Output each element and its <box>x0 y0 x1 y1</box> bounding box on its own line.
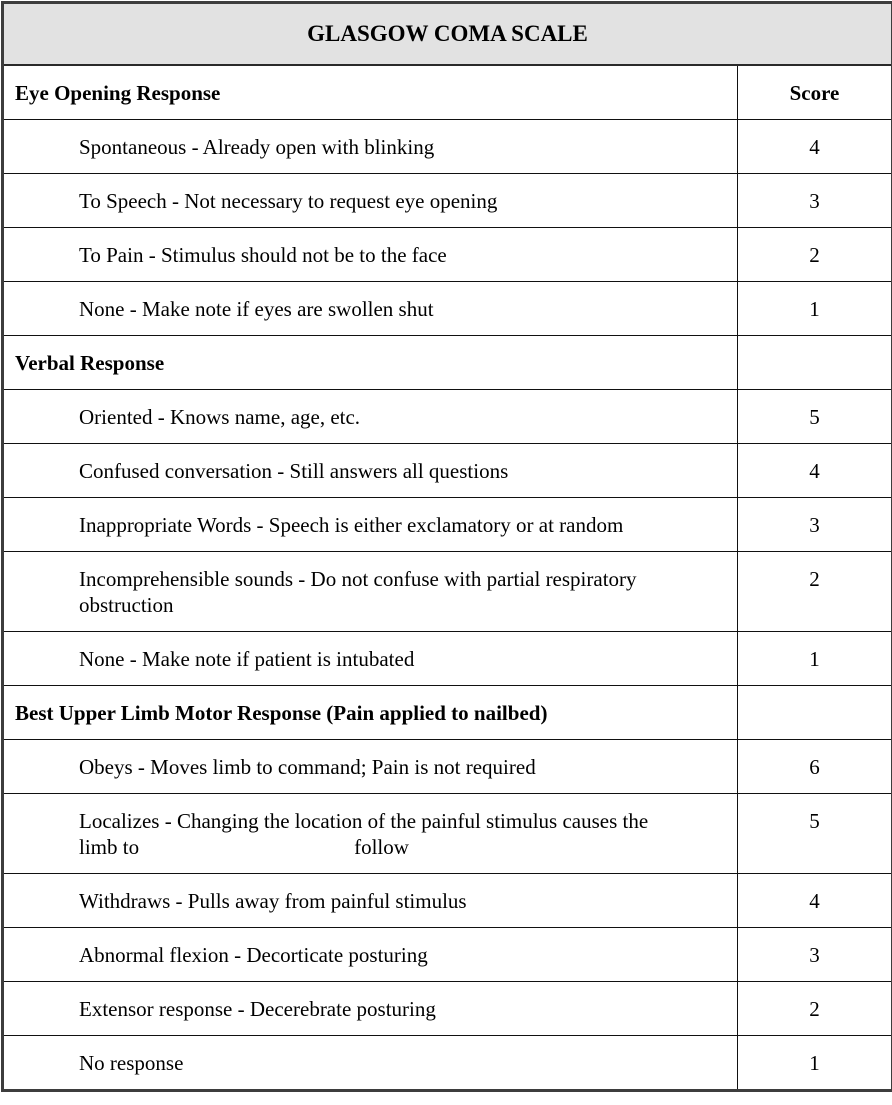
score-value-cell: 4 <box>738 120 892 174</box>
item-row <box>3 390 892 444</box>
section-row <box>3 686 892 740</box>
description-line: obstruction <box>79 592 174 617</box>
table-body <box>3 65 892 1091</box>
description-line: Extensor response - Decerebrate posturing <box>79 996 436 1021</box>
response-description-cell <box>3 498 738 552</box>
item-row <box>3 120 892 174</box>
description-line: Localizes - Changing the location of the painful stimulus causes the <box>79 808 649 833</box>
response-description-cell <box>3 632 738 686</box>
description-line: None - Make note if eyes are swollen shut <box>79 296 434 321</box>
score-value-cell <box>738 686 892 740</box>
score-value-cell: 1 <box>738 1036 892 1091</box>
item-row <box>3 444 892 498</box>
score-value-cell: 5 <box>738 794 892 874</box>
section-label-cell: Best Upper Limb Motor Response (Pain applied to nailbed) <box>3 686 738 740</box>
description-line: Obeys - Moves limb to command; Pain is not required <box>79 754 536 779</box>
score-value-cell <box>738 336 892 390</box>
description-line: Oriented - Knows name, age, etc. <box>79 404 361 429</box>
description-line: No response <box>79 1050 184 1075</box>
score-value-cell: 3 <box>738 174 892 228</box>
response-description-cell <box>3 228 738 282</box>
response-description-cell <box>3 794 738 874</box>
response-description-cell <box>3 120 738 174</box>
score-value-cell: 3 <box>738 498 892 552</box>
table-header <box>3 3 892 66</box>
section-row <box>3 65 892 120</box>
score-column-header-cell: Score <box>738 65 892 120</box>
response-description-cell <box>3 982 738 1036</box>
response-description-cell <box>3 174 738 228</box>
item-row <box>3 174 892 228</box>
score-value-cell: 4 <box>738 444 892 498</box>
score-value-cell: 6 <box>738 740 892 794</box>
description-line: Confused conversation - Still answers all questions <box>79 458 509 483</box>
description-line: To Speech - Not necessary to request eye opening <box>79 188 498 213</box>
item-row <box>3 928 892 982</box>
description-line: Incomprehensible sounds - Do not confuse with partial respiratory <box>79 566 637 591</box>
description-line: Abnormal flexion - Decorticate posturing <box>79 942 428 967</box>
description-line: None - Make note if patient is intubated <box>79 646 415 671</box>
description-line: Spontaneous - Already open with blinking <box>79 134 435 159</box>
table-title: GLASGOW COMA SCALE <box>3 3 892 66</box>
score-value-cell: 2 <box>738 552 892 632</box>
item-row <box>3 228 892 282</box>
response-description-cell <box>3 444 738 498</box>
score-value-cell: 2 <box>738 982 892 1036</box>
response-description-cell <box>3 1036 738 1091</box>
response-description-cell <box>3 874 738 928</box>
item-row <box>3 794 892 874</box>
description-line: Withdraws - Pulls away from painful stimulus <box>79 888 467 913</box>
item-row <box>3 498 892 552</box>
item-row <box>3 552 892 632</box>
response-description-cell <box>3 390 738 444</box>
score-value-cell: 5 <box>738 390 892 444</box>
description-line: limb to follow <box>79 834 409 859</box>
score-value-cell: 3 <box>738 928 892 982</box>
section-label-cell: Verbal Response <box>3 336 738 390</box>
item-row <box>3 282 892 336</box>
description-line: To Pain - Stimulus should not be to the face <box>79 242 447 267</box>
response-description-cell <box>3 928 738 982</box>
item-row <box>3 632 892 686</box>
section-row <box>3 336 892 390</box>
title-row <box>3 3 892 66</box>
score-value-cell: 1 <box>738 282 892 336</box>
section-label-cell: Eye Opening Response <box>3 65 738 120</box>
response-description-cell <box>3 552 738 632</box>
item-row <box>3 740 892 794</box>
item-row <box>3 982 892 1036</box>
glasgow-coma-scale-table <box>1 1 892 1092</box>
description-line: Inappropriate Words - Speech is either exclamatory or at random <box>79 512 624 537</box>
score-value-cell: 1 <box>738 632 892 686</box>
response-description-cell <box>3 740 738 794</box>
item-row <box>3 1036 892 1091</box>
item-row <box>3 874 892 928</box>
response-description-cell <box>3 282 738 336</box>
score-value-cell: 4 <box>738 874 892 928</box>
score-value-cell: 2 <box>738 228 892 282</box>
